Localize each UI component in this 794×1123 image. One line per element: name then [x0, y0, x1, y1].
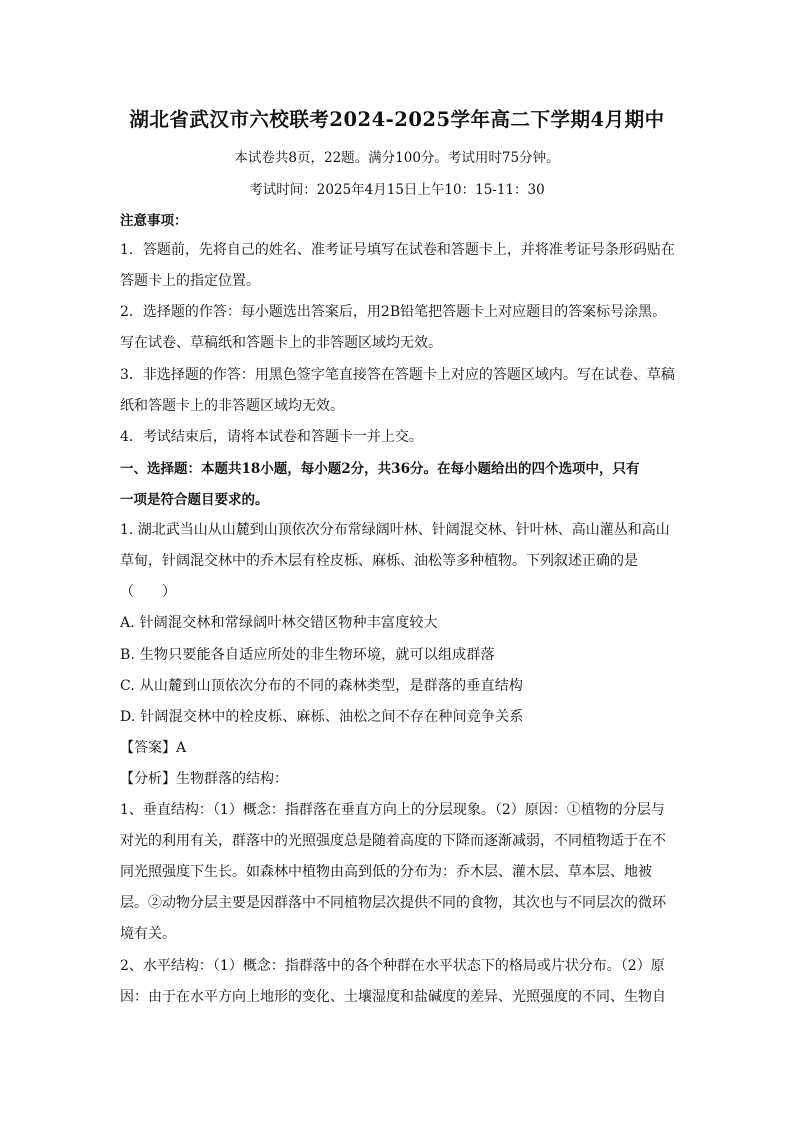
question-stem: 草甸，针阔混交林中的乔木层有栓皮栎、麻栎、油松等多种植物。下列叙述正确的是 — [120, 553, 638, 569]
notes-line: 写在试卷、草稿纸和答题卡上的非答题区域均无效。 — [120, 335, 442, 351]
analysis-line: 【分析】生物群落的结构： — [120, 771, 288, 787]
exam-info: 本试卷共8页，22题。满分100分。考试用时75分钟。 — [234, 150, 560, 166]
page-title: 湖北省武汉市六校联考2024-2025学年高二下学期4月期中 — [129, 108, 665, 131]
section-heading: 一、选择题：本题共18小题，每小题2分，共36分。在每小题给出的四个选项中，只有 — [120, 461, 640, 477]
analysis-line: 同光照强度下生长。如森林中植物由高到低的分布为：乔木层、灌木层、草本层、地被 — [120, 864, 652, 880]
section-heading: 一项是符合题目要求的。 — [120, 492, 269, 508]
analysis-line: 层。②动物分层主要是因群落中不同植物层次提供不同的食物，其次也与不同层次的微环 — [120, 895, 666, 911]
notes-line: 3．非选择题的作答：用黑色签字笔直接答在答题卡上对应的答题区域内。写在试卷、草稿 — [120, 367, 675, 383]
question-stem: 1. 湖北武当山从山麓到山顶依次分布常绿阔叶林、针阔混交林、针叶林、高山灌丛和高山 — [120, 522, 670, 538]
analysis-line: 1、垂直结构：（1）概念：指群落在垂直方向上的分层现象。（2）原因：①植物的分层与 — [120, 802, 665, 818]
analysis-line: 对光的利用有关，群落中的光照强度总是随着高度的下降而逐渐减弱，不同植物适于在不 — [120, 833, 666, 849]
question-stem: （ ） — [120, 584, 176, 600]
notes-line: 纸和答题卡上的非答题区域均无效。 — [120, 398, 344, 414]
option-b: B. 生物只要能各自适应所处的非生物环境，就可以组成群落 — [120, 647, 495, 663]
answer: 【答案】A — [120, 740, 187, 756]
notes-heading: 注意事项： — [120, 213, 188, 229]
analysis-line: 因：由于在水平方向上地形的变化、土壤湿度和盐碱度的差异、光照强度的不同、生物自 — [120, 989, 666, 1005]
exam-time: 考试时间：2025年4月15日上午10：15-11：30 — [249, 182, 545, 198]
notes-line: 答题卡上的指定位置。 — [120, 273, 260, 289]
notes-line: 2．选择题的作答：每小题选出答案后，用2B铅笔把答题卡上对应题目的答案标号涂黑。 — [120, 304, 667, 320]
notes-line: 4．考试结束后，请将本试卷和答题卡一并上交。 — [120, 429, 423, 445]
analysis-line: 境有关。 — [120, 926, 176, 942]
option-c: C. 从山麓到山顶依次分布的不同的森林类型，是群落的垂直结构 — [120, 678, 524, 694]
notes-line: 1．答题前，先将自己的姓名、准考证号填写在试卷和答题卡上，并将准考证号条形码贴在 — [120, 242, 675, 258]
option-a: A. 针阔混交林和常绿阔叶林交错区物种丰富度较大 — [120, 615, 438, 631]
option-d: D. 针阔混交林中的栓皮栎、麻栎、油松之间不存在种间竞争关系 — [120, 709, 524, 725]
analysis-line: 2、水平结构：（1）概念：指群落中的各个种群在水平状态下的格局或片状分布。（2）原 — [120, 958, 665, 974]
